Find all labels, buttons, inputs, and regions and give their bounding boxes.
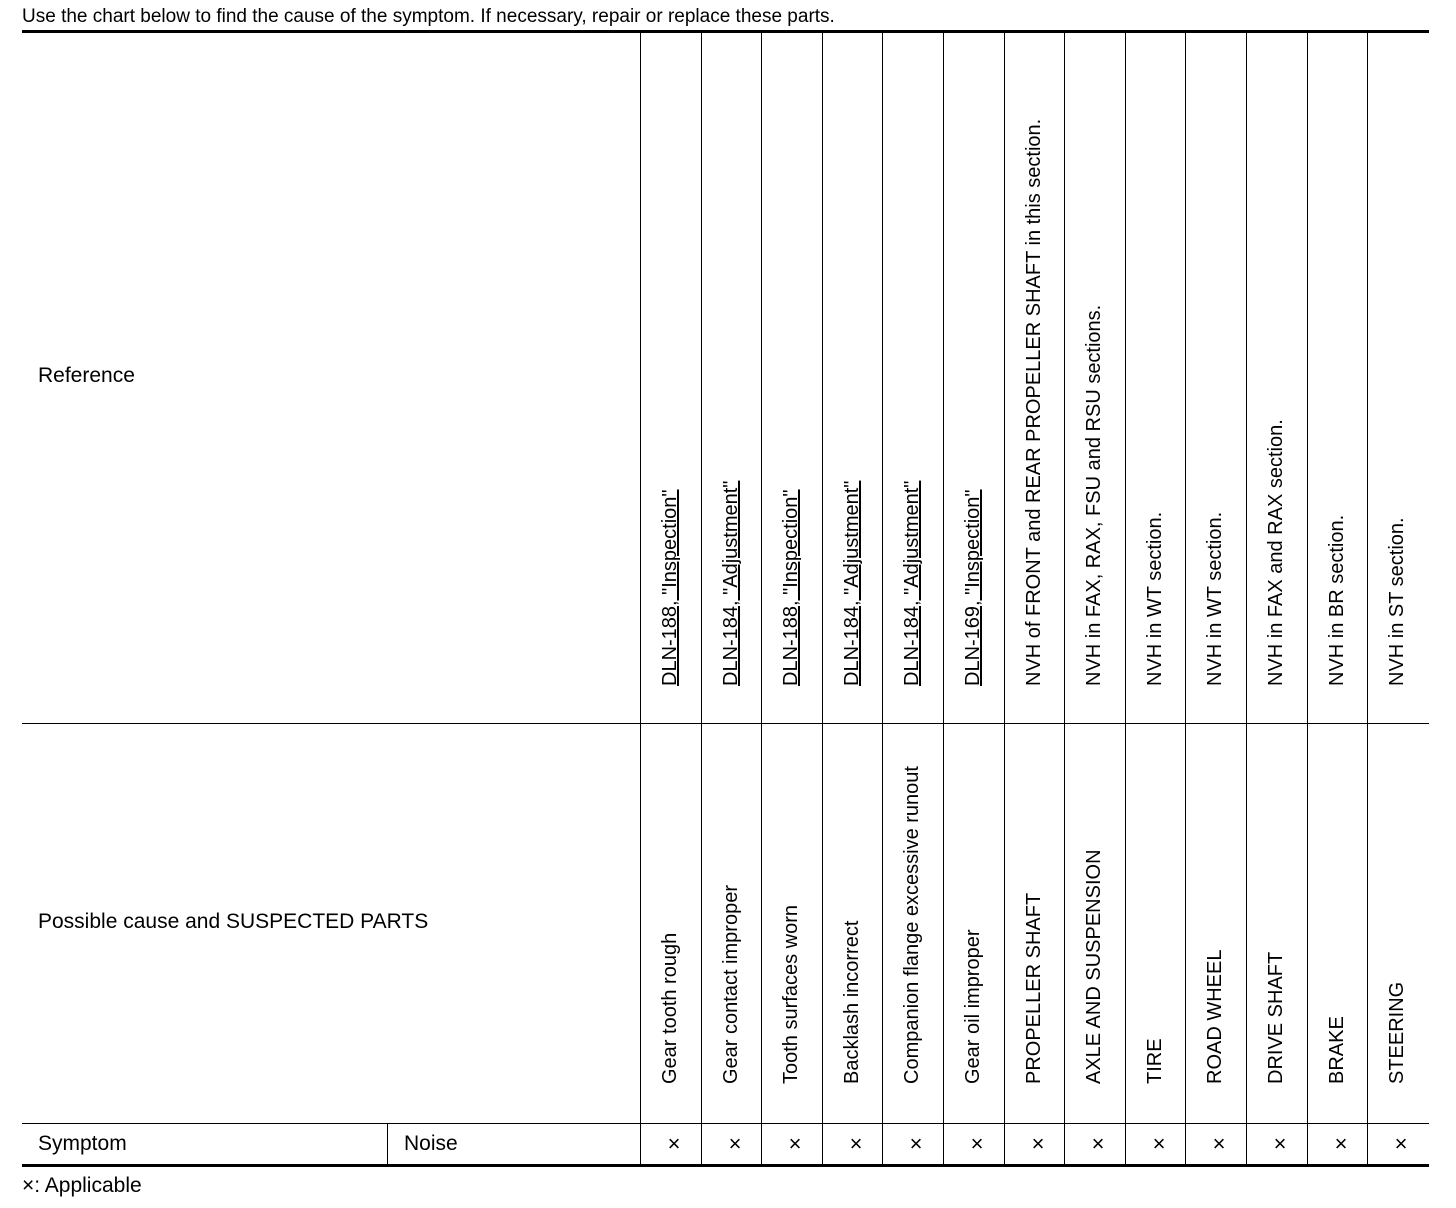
suspected-part-label: Gear oil improper bbox=[962, 929, 984, 1084]
reference-text: NVH in FAX and RAX section. bbox=[1265, 419, 1287, 686]
applicable-mark: × bbox=[849, 1131, 863, 1156]
suspected-part-cell bbox=[1125, 724, 1185, 1108]
reference-cell bbox=[822, 33, 882, 710]
reference-cell bbox=[701, 33, 761, 710]
reference-link[interactable]: DLN-184, "Adjustment" bbox=[841, 480, 863, 686]
applicable-mark: × bbox=[1394, 1131, 1408, 1156]
reference-cell bbox=[761, 33, 821, 710]
suspected-part-label: BRAKE bbox=[1326, 1016, 1348, 1084]
suspected-part-cell bbox=[640, 724, 700, 1108]
suspected-part-label: TIRE bbox=[1144, 1038, 1166, 1084]
applicable-mark: × bbox=[909, 1131, 923, 1156]
suspected-part-cell bbox=[1064, 724, 1124, 1108]
applicable-mark: × bbox=[788, 1131, 802, 1156]
suspected-part-label: ROAD WHEEL bbox=[1204, 949, 1226, 1084]
applicable-mark: × bbox=[1212, 1131, 1226, 1156]
applicable-mark: × bbox=[1091, 1131, 1105, 1156]
intro-text: Use the chart below to find the cause of the symptom. If necessary, repair or replace these parts. bbox=[22, 6, 835, 27]
reference-text: NVH in WT section. bbox=[1144, 511, 1166, 686]
suspected-part-label: DRIVE SHAFT bbox=[1265, 951, 1287, 1084]
suspected-part-cell bbox=[882, 724, 942, 1108]
reference-cell bbox=[1246, 33, 1306, 710]
suspected-part-label: STEERING bbox=[1386, 981, 1408, 1084]
reference-cell bbox=[1004, 33, 1064, 710]
suspected-part-label: Companion flange excessive runout bbox=[901, 766, 923, 1084]
reference-link[interactable]: DLN-188, "Inspection" bbox=[780, 489, 802, 686]
applicable-mark: × bbox=[728, 1131, 742, 1156]
suspected-part-label: Backlash incorrect bbox=[841, 920, 863, 1084]
applicable-mark: × bbox=[1152, 1131, 1166, 1156]
suspected-part-cell bbox=[1004, 724, 1064, 1108]
suspected-part-cell bbox=[1246, 724, 1306, 1108]
reference-cell bbox=[1185, 33, 1245, 710]
suspected-part-cell bbox=[1367, 724, 1427, 1108]
reference-link[interactable]: DLN-184, "Adjustment" bbox=[720, 480, 742, 686]
reference-link[interactable]: DLN-169, "Inspection" bbox=[962, 489, 984, 686]
reference-cell bbox=[1367, 33, 1427, 710]
symptom-row-label: Symptom bbox=[38, 1132, 127, 1155]
reference-cell bbox=[640, 33, 700, 710]
reference-text: NVH in ST section. bbox=[1386, 517, 1408, 686]
reference-cell bbox=[1064, 33, 1124, 710]
reference-text: NVH in FAX, RAX, FSU and RSU sections. bbox=[1083, 304, 1105, 686]
reference-cell bbox=[882, 33, 942, 710]
reference-text: NVH in BR section. bbox=[1326, 514, 1348, 686]
parts-row-label: Possible cause and SUSPECTED PARTS bbox=[38, 910, 429, 933]
reference-text: NVH in WT section. bbox=[1204, 511, 1226, 686]
suspected-part-cell bbox=[701, 724, 761, 1108]
applicable-mark: × bbox=[1031, 1131, 1045, 1156]
symptom-divider bbox=[387, 1124, 388, 1164]
suspected-part-cell bbox=[943, 724, 1003, 1108]
suspected-part-cell bbox=[822, 724, 882, 1108]
legend-text: ×: Applicable bbox=[22, 1174, 142, 1197]
reference-cell bbox=[1307, 33, 1367, 710]
symptom-value: Noise bbox=[404, 1132, 458, 1155]
applicable-mark: × bbox=[1273, 1131, 1287, 1156]
suspected-part-label: Tooth surfaces worn bbox=[780, 905, 802, 1084]
suspected-part-label: Gear contact improper bbox=[720, 885, 742, 1084]
applicable-mark: × bbox=[667, 1131, 681, 1156]
reference-link[interactable]: DLN-188, "Inspection" bbox=[659, 489, 681, 686]
reference-cell bbox=[943, 33, 1003, 710]
suspected-part-cell bbox=[1307, 724, 1367, 1108]
table-bottom-border bbox=[22, 1164, 1429, 1167]
reference-text: NVH of FRONT and REAR PROPELLER SHAFT in this section. bbox=[1023, 118, 1045, 686]
applicable-mark: × bbox=[970, 1131, 984, 1156]
suspected-part-cell bbox=[761, 724, 821, 1108]
applicable-mark: × bbox=[1334, 1131, 1348, 1156]
suspected-part-label: AXLE AND SUSPENSION bbox=[1083, 849, 1105, 1084]
reference-cell bbox=[1125, 33, 1185, 710]
reference-link[interactable]: DLN-184, "Adjustment" bbox=[901, 480, 923, 686]
suspected-part-label: Gear tooth rough bbox=[659, 932, 681, 1084]
suspected-part-label: PROPELLER SHAFT bbox=[1023, 892, 1045, 1084]
suspected-part-cell bbox=[1185, 724, 1245, 1108]
reference-row-label: Reference bbox=[38, 364, 135, 387]
